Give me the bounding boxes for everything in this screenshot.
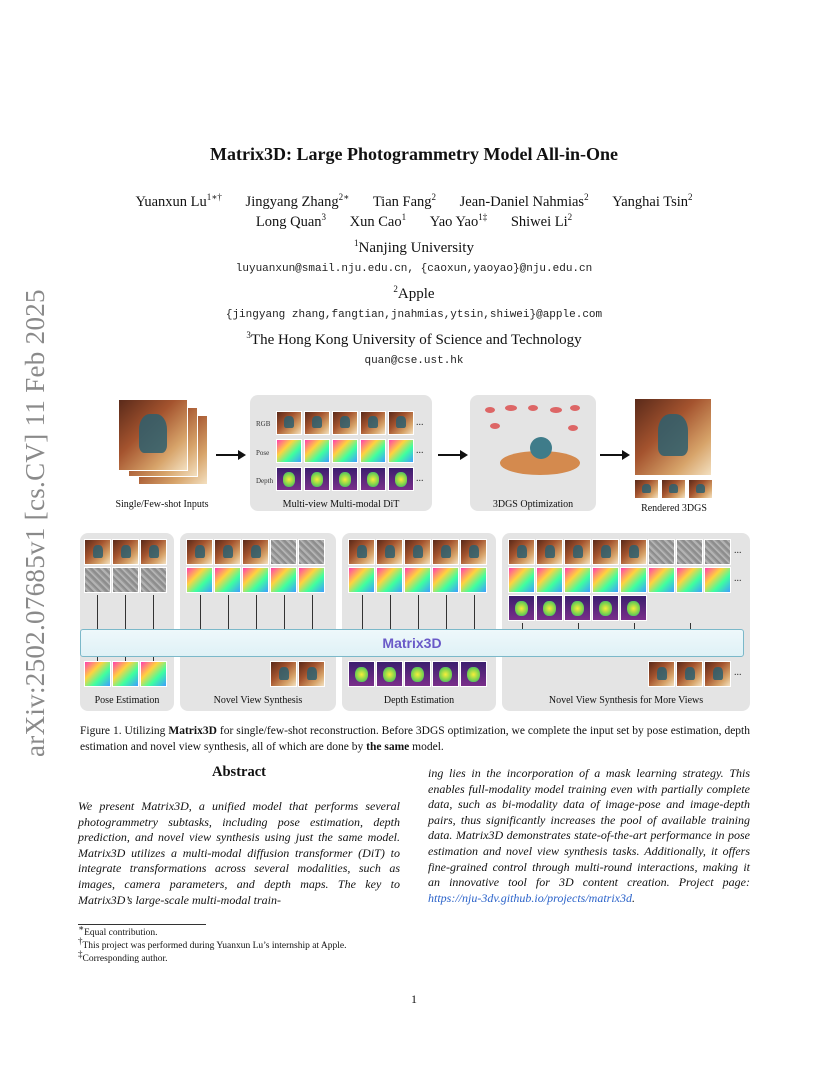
dit-pose-cell: [360, 439, 386, 463]
cell-depth: [620, 595, 647, 621]
cell-depth: [508, 595, 535, 621]
cell-depth-out: [376, 661, 403, 687]
abstract-right-column: ing lies in the incorporation of a mask learning strategy. This enables full-modality model training even with partially complete data, such as bi-modality data of image-pose and image-depth pairs, thus significantly increases the pool of available training data. Matrix3D demonstrates state-of-the-art performance in pose estimation and novel view synthesis tasks. Additionally, it offers fine-grained control through multi-round interactions, making it an innovative tool for 3D content creation. Project page: https://nju-3dv.github.io/projects/matrix3d.: [428, 766, 750, 905]
author: Long Quan$^3$: [255, 212, 326, 230]
affiliation-1: $^1$Nanjing University: [354, 238, 474, 256]
cell-depth: [564, 595, 591, 621]
cell-rgb: [592, 539, 619, 565]
cell-depth-out: [404, 661, 431, 687]
paper-title: Matrix3D: Large Photogrammetry Model All-in-One: [210, 144, 618, 164]
connector-line: [474, 595, 475, 629]
cell-rgb: [460, 539, 487, 565]
footnote-rule: [78, 924, 206, 925]
dit-pose-cell: [332, 439, 358, 463]
dit-pose-cell: [304, 439, 330, 463]
label-pose-estimation: Pose Estimation: [94, 695, 160, 706]
label-dit: Multi-view Multi-modal DiT: [282, 499, 400, 510]
connector-line: [153, 657, 154, 661]
dit-depth-cell: [388, 467, 414, 491]
author: Jean-Daniel Nahmias$^2$: [459, 192, 589, 210]
dit-depth-cell: [360, 467, 386, 491]
footnote: ∗Equal contribution.: [78, 922, 158, 938]
figure-1: [80, 393, 750, 713]
gaussian-splat: [530, 437, 552, 459]
row-label-pose: Pose: [256, 449, 270, 457]
author: Yao Yao$^{1\ddagger}$: [429, 212, 488, 230]
rendered-main: [634, 398, 712, 476]
cell-noise: [112, 567, 139, 593]
author: Shiwei Li$^2$: [510, 212, 573, 230]
label-rendered: Rendered 3DGS: [641, 503, 707, 514]
affiliation-1-email: luyuanxun@smail.nju.edu.cn, {caoxun,yaoyao}@nju.edu.cn: [235, 263, 593, 275]
rendered-thumb: [688, 479, 713, 499]
cell-rgb: [564, 539, 591, 565]
cell-pose-out: [140, 661, 167, 687]
cell-rgb: [508, 539, 535, 565]
label-nvs: Novel View Synthesis: [213, 695, 303, 706]
author-line-2: [0, 214, 828, 231]
footnote: †This project was performed during Yuanxun Lu’s internship at Apple.: [78, 935, 347, 951]
figure-caption: Figure 1. Utilizing Matrix3D for single/few-shot reconstruction. Before 3DGS optimization, we complete the input set by pose estimation, depth estimation and novel view synthesis, all of which are done by the same model.: [80, 725, 751, 753]
cell-rgb: [112, 539, 139, 565]
cell-pose: [298, 567, 325, 593]
cell-pose: [348, 567, 375, 593]
cell-pose: [460, 567, 487, 593]
abstract-left-column: We present Matrix3D, a unified model that performs several photogrammetry subtasks, including pose estimation, depth prediction, and novel view synthesis using just the same model. Matrix3D utilizes a multi-modal diffusion transformer (DiT) to integrate transformations across several modalities, such as images, camera parameters, and depth maps. The key to Matrix3D’s large-scale multi-modal train-: [78, 799, 400, 907]
dit-rgb-cell: [388, 411, 414, 435]
cell-rgb-out: [704, 661, 731, 687]
connector-line: [228, 595, 229, 629]
cell-pose: [648, 567, 675, 593]
cell-depth-out: [348, 661, 375, 687]
connector-line: [312, 595, 313, 629]
cell-rgb-out: [648, 661, 675, 687]
cell-rgb: [536, 539, 563, 565]
cell-rgb-out: [676, 661, 703, 687]
cell-pose: [242, 567, 269, 593]
arrow-icon: [216, 454, 244, 456]
affiliation-3-email: quan@cse.ust.hk: [364, 355, 464, 367]
author: Xun Cao$^1$: [349, 212, 407, 230]
author: Tian Fang$^2$: [372, 192, 437, 210]
gaussian-splat: [505, 405, 517, 411]
dit-depth-cell: [304, 467, 330, 491]
connector-line: [125, 595, 126, 629]
cell-pose: [704, 567, 731, 593]
label-nvs-more: Novel View Synthesis for More Views: [548, 695, 704, 706]
cell-noise: [84, 567, 111, 593]
cell-rgb-out: [270, 661, 297, 687]
cell-pose: [676, 567, 703, 593]
ellipsis: ...: [416, 445, 424, 456]
cell-pose: [214, 567, 241, 593]
cell-pose: [620, 567, 647, 593]
cell-noise: [648, 539, 675, 565]
abstract-heading: Abstract: [212, 764, 266, 780]
ellipsis: ...: [734, 573, 742, 584]
cell-noise: [676, 539, 703, 565]
gaussian-splat: [528, 405, 538, 411]
dit-depth-cell: [276, 467, 302, 491]
cell-rgb: [348, 539, 375, 565]
cell-rgb: [242, 539, 269, 565]
label-depth-estimation: Depth Estimation: [383, 695, 455, 706]
arxiv-stamp: arXiv:2502.07685v1 [cs.CV] 11 Feb 2025: [20, 289, 50, 757]
cell-noise: [140, 567, 167, 593]
label-inputs: Single/Few-shot Inputs: [115, 499, 209, 510]
dit-rgb-cell: [360, 411, 386, 435]
ellipsis: ...: [416, 417, 424, 428]
cell-depth: [592, 595, 619, 621]
input-photo-front: [118, 399, 188, 471]
affiliation-2: $^2$Apple: [393, 284, 435, 302]
cell-rgb: [186, 539, 213, 565]
ellipsis: ...: [734, 667, 742, 678]
rendered-thumb: [661, 479, 686, 499]
cell-noise: [270, 539, 297, 565]
cell-rgb: [404, 539, 431, 565]
gaussian-splat: [490, 423, 500, 429]
cell-rgb: [214, 539, 241, 565]
cell-pose: [404, 567, 431, 593]
model-name: Matrix3D: [382, 635, 442, 651]
connector-line: [153, 595, 154, 629]
connector-line: [446, 595, 447, 629]
dit-depth-cell: [332, 467, 358, 491]
matrix3d-model-bar: [80, 629, 744, 657]
affiliation-3: $^3$The Hong Kong University of Science and Technology: [246, 330, 582, 348]
connector-line: [284, 595, 285, 629]
cell-rgb: [84, 539, 111, 565]
cell-depth-out: [460, 661, 487, 687]
dit-rgb-cell: [332, 411, 358, 435]
cell-rgb: [376, 539, 403, 565]
cell-pose: [508, 567, 535, 593]
author-line-1: [0, 194, 828, 211]
cell-pose: [270, 567, 297, 593]
ellipsis: ...: [416, 473, 424, 484]
label-3dgs-opt: 3DGS Optimization: [492, 499, 574, 510]
gaussian-splat: [568, 425, 578, 431]
dit-pose-cell: [388, 439, 414, 463]
cell-noise: [298, 539, 325, 565]
connector-line: [97, 595, 98, 629]
cell-rgb-out: [298, 661, 325, 687]
cell-pose: [432, 567, 459, 593]
cell-rgb: [432, 539, 459, 565]
cell-rgb: [140, 539, 167, 565]
connector-line: [418, 595, 419, 629]
cell-pose: [376, 567, 403, 593]
gaussian-splat: [485, 407, 495, 413]
rendered-thumb: [634, 479, 659, 499]
cell-depth: [536, 595, 563, 621]
author: Yanghai Tsin$^2$: [612, 192, 693, 210]
connector-line: [256, 595, 257, 629]
dit-rgb-cell: [276, 411, 302, 435]
row-label-depth: Depth: [256, 477, 274, 485]
connector-line: [125, 657, 126, 661]
cell-pose: [186, 567, 213, 593]
cell-noise: [704, 539, 731, 565]
cell-pose: [536, 567, 563, 593]
cell-pose: [564, 567, 591, 593]
gaussian-splat: [550, 407, 562, 413]
project-link[interactable]: https://nju-3dv.github.io/projects/matrix3d: [428, 890, 632, 905]
footnote: ‡Corresponding author.: [78, 948, 168, 964]
gaussian-splat: [570, 405, 580, 411]
cell-pose: [592, 567, 619, 593]
arrow-icon: [438, 454, 466, 456]
dit-pose-cell: [276, 439, 302, 463]
ellipsis: ...: [734, 545, 742, 556]
connector-line: [97, 657, 98, 661]
connector-line: [390, 595, 391, 629]
cell-depth-out: [432, 661, 459, 687]
author: Jingyang Zhang$^{2∗}$: [245, 192, 350, 210]
cell-rgb: [620, 539, 647, 565]
row-label-rgb: RGB: [256, 420, 271, 428]
author: Yuanxun $Lu^{1∗\dagger}$: [135, 192, 222, 210]
connector-line: [362, 595, 363, 629]
cell-pose-out: [112, 661, 139, 687]
connector-line: [200, 595, 201, 629]
affiliation-2-email: {jingyang zhang,fangtian,jnahmias,ytsin,shiwei}@apple.com: [225, 309, 603, 321]
arrow-icon: [600, 454, 628, 456]
cell-pose-out: [84, 661, 111, 687]
page-number: 1: [411, 992, 417, 1006]
dit-rgb-cell: [304, 411, 330, 435]
